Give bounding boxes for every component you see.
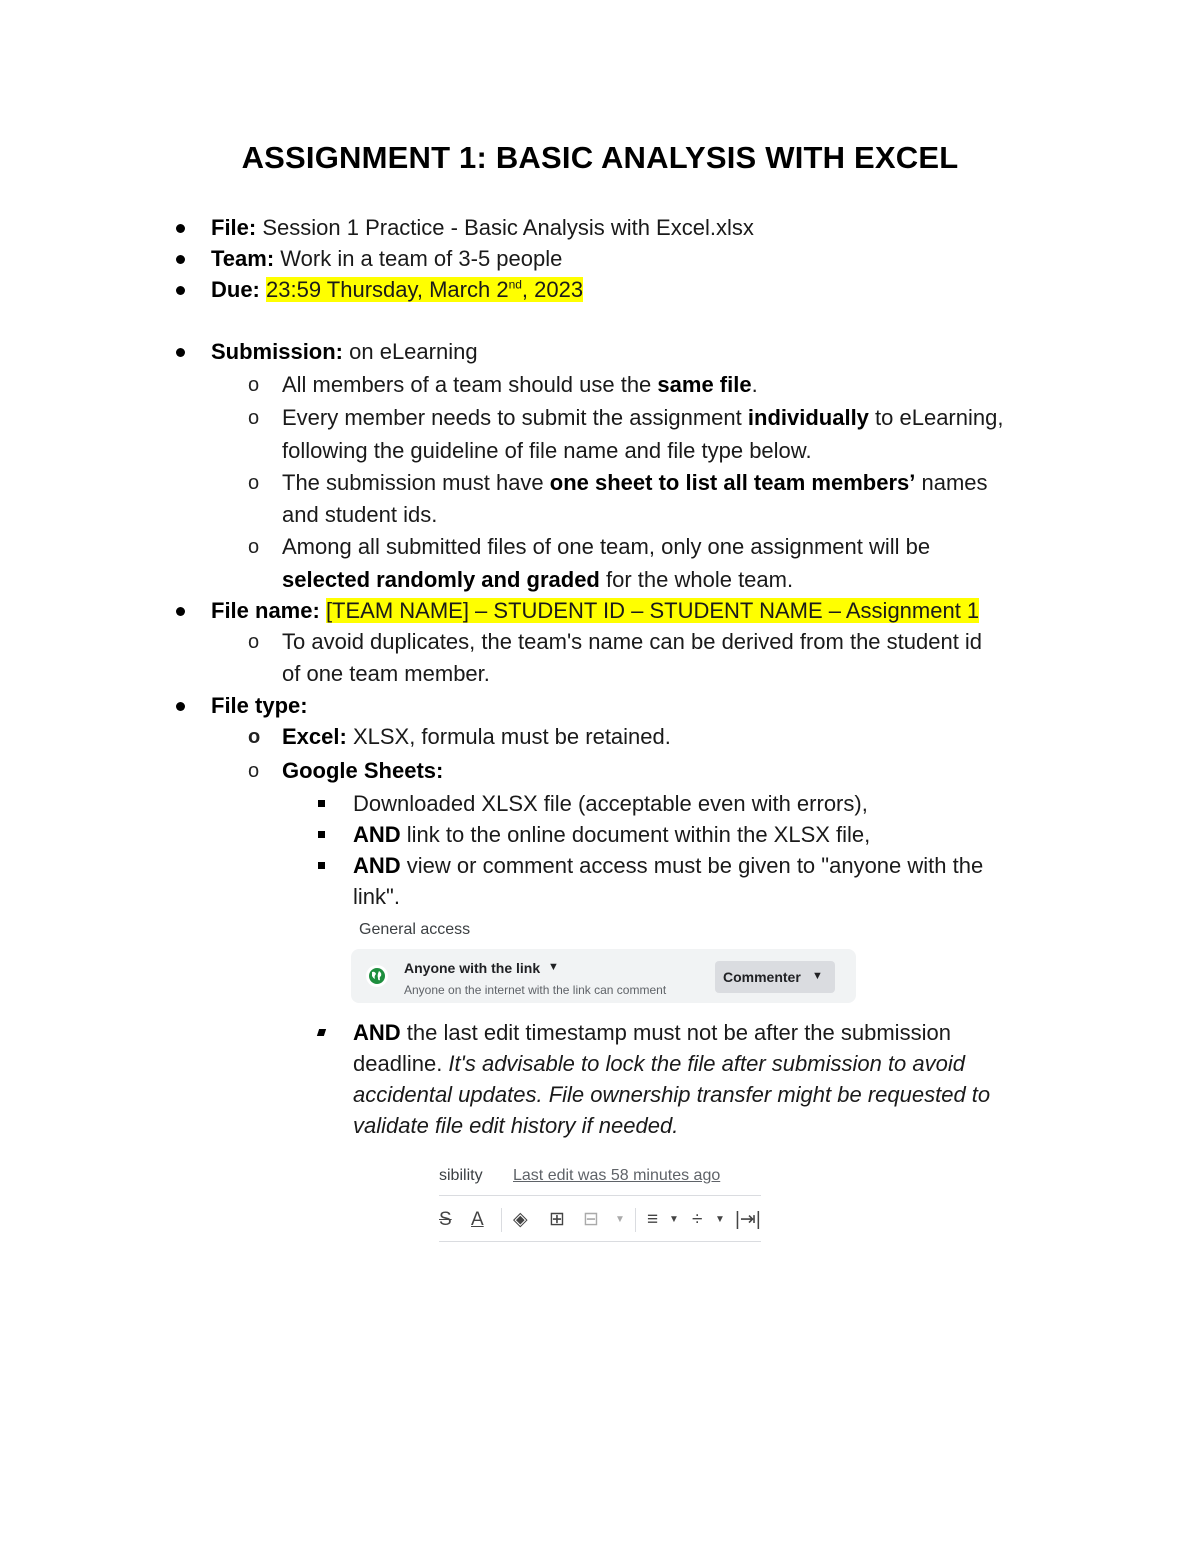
submission-item-3-cont: and student ids. xyxy=(282,502,438,527)
align-icon[interactable]: ≡ xyxy=(647,1209,659,1230)
submission-item-1: All members of a team should use the same file. xyxy=(282,372,758,397)
caret-down-icon: ▼ xyxy=(812,970,823,982)
sheets-item-3: AND view or comment access must be given to "anyone with the xyxy=(353,853,984,878)
file-line: File: Session 1 Practice - Basic Analysis with Excel.xlsx xyxy=(211,215,754,240)
file-name-line: File name: [TEAM NAME] – STUDENT ID – STUDENT NAME – Assignment 1 xyxy=(211,598,980,623)
bullet xyxy=(176,702,185,711)
excel-item: Excel: XLSX, formula must be retained. xyxy=(282,724,671,749)
file-type-line: File type: xyxy=(211,693,308,718)
role-dropdown[interactable] xyxy=(715,961,835,993)
text-color-icon[interactable]: A xyxy=(471,1209,484,1230)
general-access-panel xyxy=(351,949,856,1003)
due-date: 23:59 Thursday, March 2nd, 2023 xyxy=(266,277,584,302)
sheets-item-4-cont-2: accidental updates. File ownership transfer might be requested to xyxy=(353,1082,991,1107)
team-line: Team: Work in a team of 3-5 people xyxy=(211,246,563,271)
toolbar-divider xyxy=(439,1195,761,1196)
globe-icon xyxy=(366,965,388,987)
square-bullet xyxy=(318,862,325,869)
bullet xyxy=(176,607,185,616)
strikethrough-icon[interactable]: S xyxy=(439,1209,452,1230)
toolbar-separator xyxy=(635,1208,636,1232)
general-access-heading: General access xyxy=(359,921,471,938)
bullet xyxy=(176,348,185,357)
square-bullet xyxy=(318,800,325,807)
fill-color-icon[interactable]: ◈ xyxy=(513,1209,528,1230)
vertical-align-icon[interactable]: ÷ xyxy=(692,1209,703,1230)
merge-cells-icon[interactable]: ⊟ xyxy=(583,1209,599,1230)
sub-bullet: o xyxy=(248,472,260,494)
submission-item-2: Every member needs to submit the assignment individually to eLearning, xyxy=(282,405,1004,430)
link-access-dropdown[interactable]: Anyone with the link xyxy=(404,960,541,976)
file-name-item-1-cont: of one team member. xyxy=(282,661,490,686)
toolbar-separator xyxy=(501,1208,502,1232)
submission-item-4: Among all submitted files of one team, only one assignment will be xyxy=(282,534,931,559)
sheets-item-4-cont-1: deadline. It's advisable to lock the file after submission to avoid xyxy=(353,1051,965,1076)
document-title: ASSIGNMENT 1: BASIC ANALYSIS WITH EXCEL xyxy=(241,140,959,175)
role-label: Commenter xyxy=(723,969,801,985)
vertical-align-caret-icon[interactable]: ▼ xyxy=(715,1214,725,1225)
last-edit-link[interactable]: Last edit was 58 minutes ago xyxy=(513,1167,721,1184)
text-wrap-icon[interactable]: |⇥| xyxy=(735,1209,761,1230)
bullet xyxy=(176,255,185,264)
submission-line: Submission: on eLearning xyxy=(211,339,478,364)
sub-bullet: o xyxy=(248,374,260,396)
sub-bullet: o xyxy=(248,726,261,748)
square-bullet xyxy=(317,1029,326,1036)
toolbar-divider xyxy=(439,1241,761,1242)
submission-item-3: The submission must have one sheet to list all team members’ names xyxy=(282,470,988,495)
formatting-toolbar xyxy=(439,1206,761,1234)
submission-item-2-cont: following the guideline of file name and file type below. xyxy=(282,438,812,463)
link-access-description: Anyone on the internet with the link can comment xyxy=(404,983,667,997)
sub-bullet: o xyxy=(248,407,260,429)
sheets-item-4-cont-3: validate file edit history if needed. xyxy=(353,1113,679,1138)
merge-caret-icon[interactable]: ▼ xyxy=(615,1214,625,1225)
sheets-item-1: Downloaded XLSX file (acceptable even with errors), xyxy=(353,791,868,816)
visibility-label: sibility xyxy=(439,1167,483,1184)
sheets-item-2: AND link to the online document within the XLSX file, xyxy=(353,822,871,847)
sheets-item-3-cont: link". xyxy=(353,884,400,909)
square-bullet xyxy=(318,831,325,838)
sheets-item-4: AND the last edit timestamp must not be after the submission xyxy=(353,1020,951,1045)
bullet xyxy=(176,286,185,295)
google-sheets-item: Google Sheets: xyxy=(282,758,444,783)
due-line: Due: 23:59 Thursday, March 2nd, 2023 xyxy=(211,277,584,302)
caret-down-icon[interactable]: ▼ xyxy=(548,961,559,973)
submission-item-4-cont: selected randomly and graded for the whole team. xyxy=(282,567,794,592)
sub-bullet: o xyxy=(248,760,260,782)
sub-bullet: o xyxy=(248,631,260,653)
sub-bullet: o xyxy=(248,536,260,558)
bullet xyxy=(176,224,185,233)
align-caret-icon[interactable]: ▼ xyxy=(669,1214,679,1225)
file-name-item-1: To avoid duplicates, the team's name can be derived from the student id xyxy=(282,629,983,654)
borders-icon[interactable]: ⊞ xyxy=(549,1209,565,1230)
file-name-pattern: [TEAM NAME] – STUDENT ID – STUDENT NAME – Assignment 1 xyxy=(325,598,980,623)
